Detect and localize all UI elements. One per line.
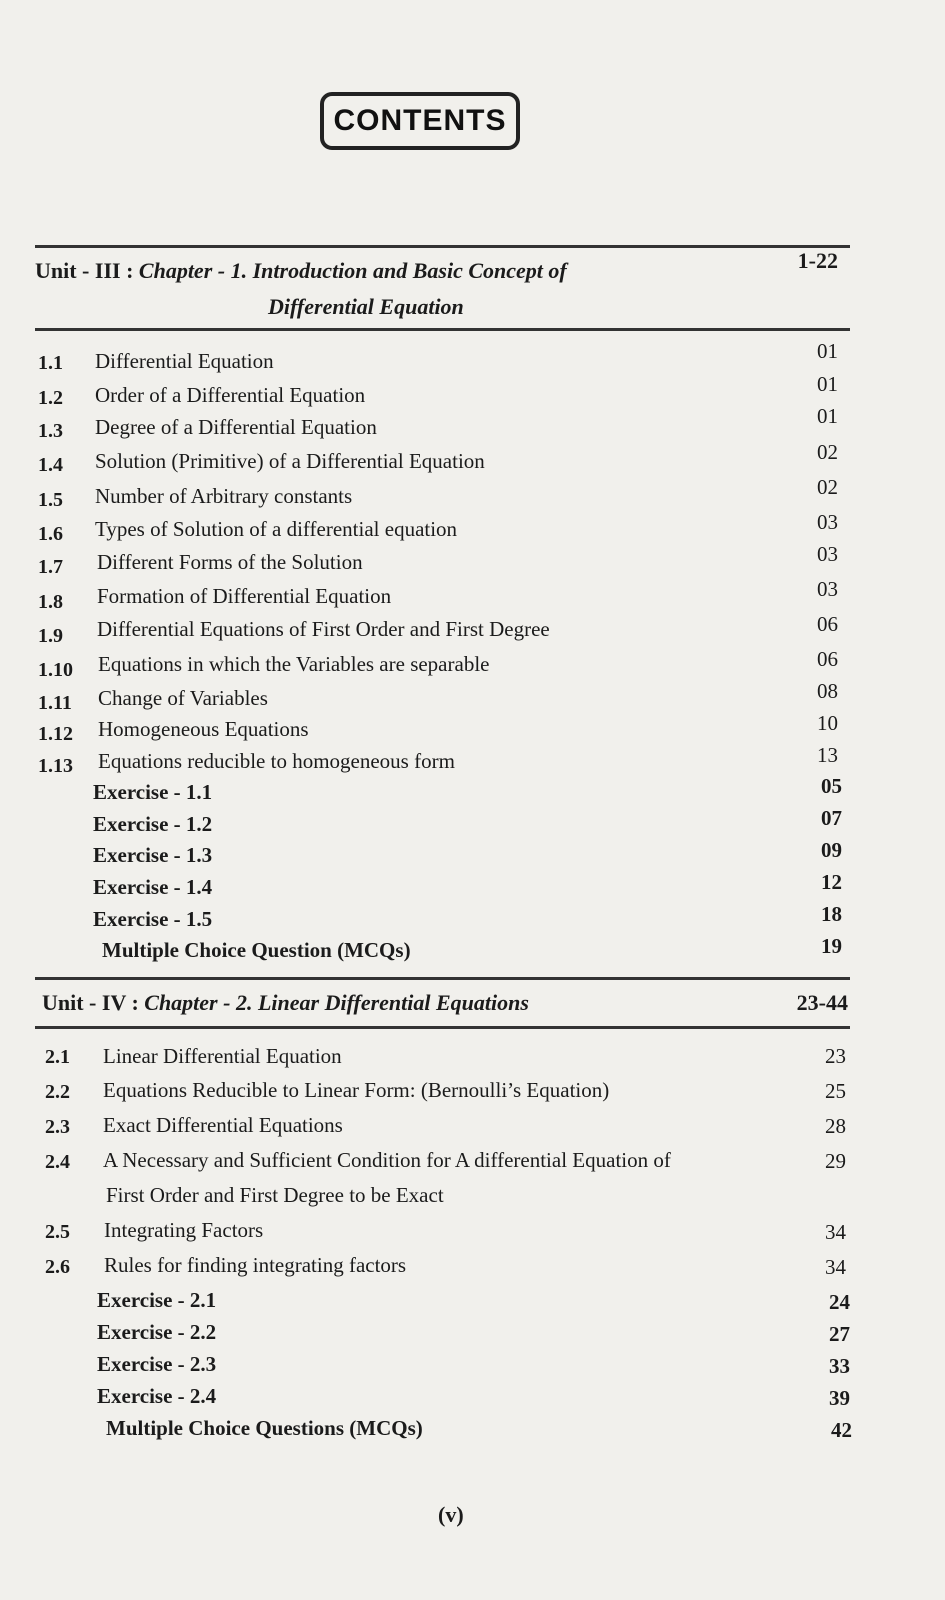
entry-page: 08 xyxy=(817,679,838,703)
entry-title: Equations reducible to homogeneous form xyxy=(98,749,455,773)
entry-page: 13 xyxy=(817,743,838,767)
entry-number: 1.1 xyxy=(38,352,63,374)
entry-page: 10 xyxy=(817,711,838,735)
exercise-label: Exercise - 2.3 xyxy=(97,1352,217,1376)
entry-title: Solution (Primitive) of a Differential Equation xyxy=(95,449,485,473)
entry-page: 02 xyxy=(817,440,838,464)
exercise-label: Exercise - 1.5 xyxy=(93,907,213,931)
entry-title: Homogeneous Equations xyxy=(98,717,309,741)
unit4-label: Unit - IV : xyxy=(42,990,145,1015)
entry-page: 01 xyxy=(817,404,838,428)
entry-number: 2.6 xyxy=(45,1256,70,1278)
exercise-page: 12 xyxy=(821,870,842,894)
unit4-bottom-rule xyxy=(35,1026,850,1029)
entry-page: 29 xyxy=(825,1149,846,1173)
entry-number: 1.3 xyxy=(38,420,63,442)
exercise-page: 07 xyxy=(821,806,842,830)
entry-title: Formation of Differential Equation xyxy=(97,584,392,608)
entry-title-line2: First Order and First Degree to be Exact xyxy=(106,1183,444,1207)
mcq-label: Multiple Choice Questions (MCQs) xyxy=(106,1416,423,1440)
unit4-chapter: Chapter - 2. xyxy=(144,990,253,1015)
entry-title: Degree of a Differential Equation xyxy=(95,415,377,439)
entry-title: Differential Equation xyxy=(95,349,274,373)
entry-number: 2.5 xyxy=(45,1221,70,1243)
exercise-page: 27 xyxy=(829,1322,850,1346)
entry-title: Integrating Factors xyxy=(104,1218,264,1242)
entry-page: 01 xyxy=(817,372,838,396)
exercise-page: 39 xyxy=(829,1386,850,1410)
entry-number: 2.3 xyxy=(45,1116,70,1138)
entry-number: 1.2 xyxy=(38,387,63,409)
entry-title: Types of Solution of a differential equation xyxy=(95,517,458,541)
exercise-label: Exercise - 2.4 xyxy=(97,1384,217,1408)
entry-page: 34 xyxy=(825,1220,846,1244)
exercise-page: 18 xyxy=(821,902,842,926)
entry-title: Change of Variables xyxy=(98,686,268,710)
entry-number: 2.2 xyxy=(45,1081,70,1103)
exercise-label: Exercise - 2.2 xyxy=(97,1320,217,1344)
entry-page: 06 xyxy=(817,612,838,636)
page-number-footer: (v) xyxy=(438,1502,464,1527)
entry-number: 1.7 xyxy=(38,556,63,578)
entry-number: 2.1 xyxy=(45,1046,70,1068)
unit4-heading xyxy=(42,990,529,1016)
entry-page: 28 xyxy=(825,1114,846,1138)
entry-page: 01 xyxy=(817,339,838,363)
entry-title: Exact Differential Equations xyxy=(103,1113,343,1137)
unit3-heading xyxy=(35,258,567,284)
entry-title: Different Forms of the Solution xyxy=(97,550,363,574)
entry-title: Differential Equations of First Order and First Degree xyxy=(97,617,550,641)
exercise-label: Exercise - 1.1 xyxy=(93,780,213,804)
entry-page: 03 xyxy=(817,510,838,534)
entry-number: 1.6 xyxy=(38,523,63,545)
mcq-label: Multiple Choice Question (MCQs) xyxy=(102,938,411,962)
entry-number: 1.10 xyxy=(38,659,73,681)
entry-number: 1.4 xyxy=(38,454,63,476)
entry-title: Rules for finding integrating factors xyxy=(104,1253,407,1277)
exercise-page: 33 xyxy=(829,1354,850,1378)
unit3-bottom-rule xyxy=(35,328,850,331)
entry-title: Linear Differential Equation xyxy=(103,1044,342,1068)
entry-page: 34 xyxy=(825,1255,846,1279)
unit4-page-range: 23-44 xyxy=(796,990,848,1015)
entry-page: 06 xyxy=(817,647,838,671)
entry-number: 2.4 xyxy=(45,1151,70,1173)
unit4-top-rule xyxy=(35,977,850,980)
exercise-label: Exercise - 2.1 xyxy=(97,1288,217,1312)
unit3-page-range: 1-22 xyxy=(797,248,838,273)
entry-number: 1.12 xyxy=(38,723,73,745)
entry-page: 25 xyxy=(825,1079,846,1103)
mcq-page: 19 xyxy=(821,934,842,958)
mcq-page: 42 xyxy=(831,1418,852,1442)
exercise-page: 24 xyxy=(829,1290,850,1314)
exercise-page: 05 xyxy=(821,774,842,798)
unit3-chapter-title-line2: Differential Equation xyxy=(268,294,464,319)
entry-number: 1.11 xyxy=(38,692,72,714)
entry-number: 1.9 xyxy=(38,625,63,647)
entry-title: Equations in which the Variables are separable xyxy=(98,652,490,676)
entry-title: A Necessary and Sufficient Condition for A differential Equation of xyxy=(103,1148,671,1172)
exercise-label: Exercise - 1.4 xyxy=(93,875,213,899)
entry-page: 03 xyxy=(817,542,838,566)
exercise-page: 09 xyxy=(821,838,842,862)
unit3-chapter: Chapter - 1. xyxy=(138,258,248,283)
entry-title: Order of a Differential Equation xyxy=(95,383,366,407)
entry-number: 1.8 xyxy=(38,591,63,613)
entry-title: Number of Arbitrary constants xyxy=(95,484,353,508)
unit3-chapter-title: Introduction and Basic Concept of xyxy=(252,258,567,283)
entry-number: 1.5 xyxy=(38,489,63,511)
entry-page: 03 xyxy=(817,577,838,601)
entry-page: 02 xyxy=(817,475,838,499)
entry-page: 23 xyxy=(825,1044,846,1068)
exercise-label: Exercise - 1.3 xyxy=(93,843,213,867)
entry-title: Equations Reducible to Linear Form: (Bernoulli’s Equation) xyxy=(103,1078,610,1102)
unit3-top-rule xyxy=(35,245,850,248)
exercise-label: Exercise - 1.2 xyxy=(93,812,213,836)
unit4-chapter-title: Linear Differential Equations xyxy=(257,990,529,1015)
entry-number: 1.13 xyxy=(38,755,73,777)
page-title: CONTENTS xyxy=(320,92,520,150)
unit3-label: Unit - III : xyxy=(35,258,139,283)
